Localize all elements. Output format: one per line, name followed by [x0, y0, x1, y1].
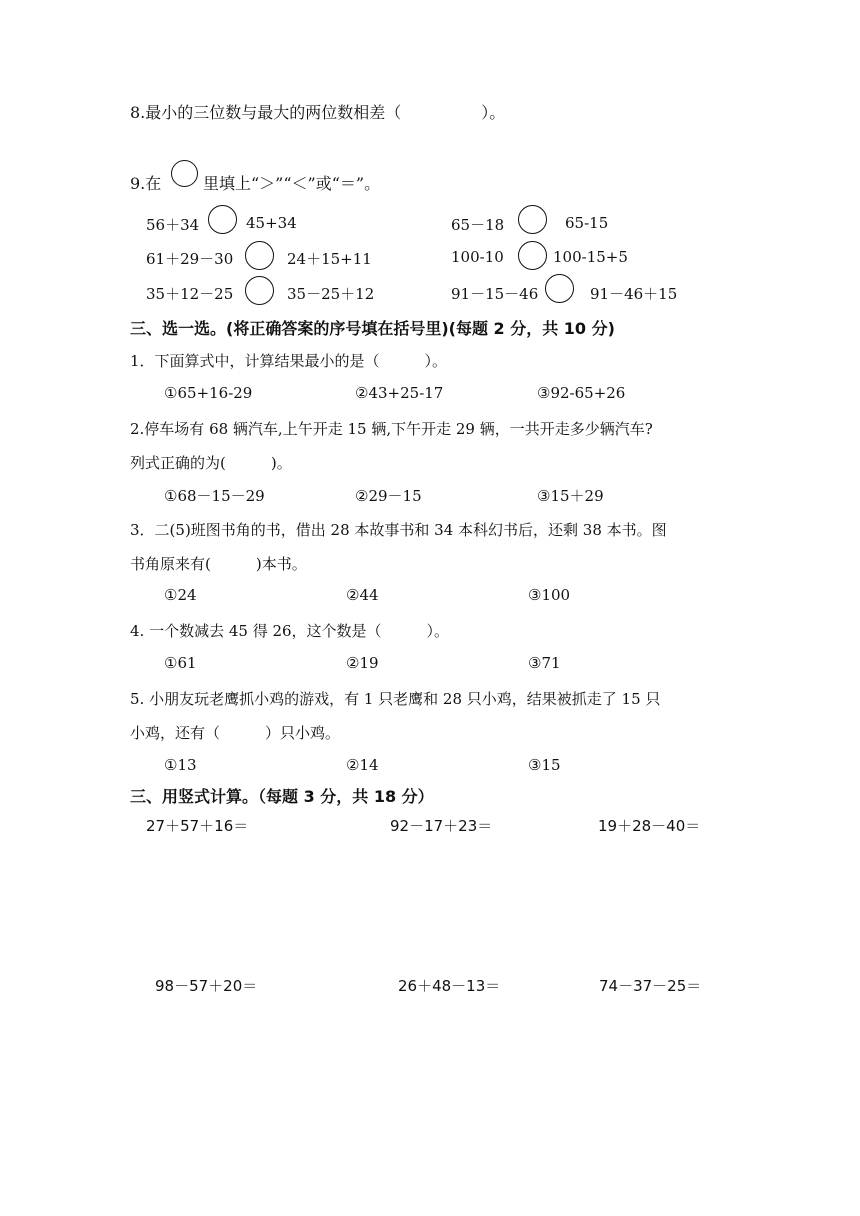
compare-answer-circle[interactable]	[245, 241, 274, 270]
compare-answer-circle[interactable]	[518, 241, 547, 270]
compare-expr-left: 35＋12－25	[146, 285, 234, 303]
compare-answer-circle[interactable]	[245, 276, 274, 305]
comparison-circle-icon	[171, 160, 198, 187]
compare-expr-right: 65-15	[565, 214, 609, 232]
option[interactable]: ①65+16-29	[164, 384, 253, 402]
option[interactable]: ①61	[164, 654, 197, 672]
question-2-line1: 2.停车场有 68 辆汽车,上午开走 15 辆,下午开走 29 辆，一共开走多少辆汽车?	[130, 420, 653, 438]
compare-expr-right: 45+34	[246, 214, 297, 232]
calc-problem: 98－57＋20＝	[155, 977, 258, 995]
question-9-instruction: 里填上“＞”“＜”或“＝”。	[203, 174, 381, 193]
section-title: 三、选一选。(将正确答案的序号填在括号里)(每题 2 分，共 10 分)	[130, 319, 615, 338]
option[interactable]: ③15＋29	[537, 487, 604, 505]
compare-answer-circle[interactable]	[518, 205, 547, 234]
option[interactable]: ③15	[528, 756, 561, 774]
option[interactable]: ③92-65+26	[537, 384, 626, 402]
compare-answer-circle[interactable]	[545, 274, 574, 303]
compare-expr-left: 91－15－46	[451, 285, 539, 303]
question-4: 4. 一个数减去 45 得 26，这个数是（ ）。	[130, 622, 450, 640]
compare-expr-right: 24＋15+11	[287, 250, 372, 268]
option[interactable]: ②29－15	[355, 487, 422, 505]
option[interactable]: ①68－15－29	[164, 487, 265, 505]
compare-answer-circle[interactable]	[208, 205, 237, 234]
question-8: 8.最小的三位数与最大的两位数相差（ ）。	[130, 103, 506, 122]
calc-problem: 27＋57＋16＝	[146, 817, 249, 835]
option[interactable]: ②14	[346, 756, 379, 774]
compare-expr-left: 61＋29－30	[146, 250, 234, 268]
calc-problem: 26＋48－13＝	[398, 977, 501, 995]
option[interactable]: ②44	[346, 586, 379, 604]
calc-problem: 74－37－25＝	[599, 977, 702, 995]
question-3-line2: 书角原来有( )本书。	[130, 555, 307, 573]
compare-expr-right: 91－46＋15	[590, 285, 678, 303]
compare-expr-right: 35－25＋12	[287, 285, 375, 303]
option[interactable]: ②43+25-17	[355, 384, 444, 402]
option[interactable]: ①13	[164, 756, 197, 774]
question-3-line1: 3．二(5)班图书角的书，借出 28 本故事书和 34 本科幻书后，还剩 38 本书。图	[130, 521, 667, 539]
question-5-line2: 小鸡，还有（ ）只小鸡。	[130, 724, 341, 742]
option[interactable]: ③100	[528, 586, 571, 604]
calc-problem: 19＋28－40＝	[598, 817, 701, 835]
compare-expr-left: 65－18	[451, 216, 505, 234]
compare-expr-left: 56＋34	[146, 216, 200, 234]
question-1: 1．下面算式中，计算结果最小的是（ ）。	[130, 352, 448, 370]
compare-expr-left: 100-10	[451, 248, 504, 266]
question-9-prefix: 9.在	[130, 174, 162, 193]
calc-problem: 92－17＋23＝	[390, 817, 493, 835]
compare-expr-right: 100-15+5	[553, 248, 628, 266]
option[interactable]: ①24	[164, 586, 197, 604]
question-5-line1: 5. 小朋友玩老鹰抓小鸡的游戏，有 1 只老鹰和 28 只小鸡，结果被抓走了 15 只	[130, 690, 661, 708]
option[interactable]: ②19	[346, 654, 379, 672]
option[interactable]: ③71	[528, 654, 561, 672]
section-title: 三、用竖式计算。（每题 3 分，共 18 分）	[130, 787, 434, 806]
question-2-line2: 列式正确的为( )。	[130, 454, 292, 472]
